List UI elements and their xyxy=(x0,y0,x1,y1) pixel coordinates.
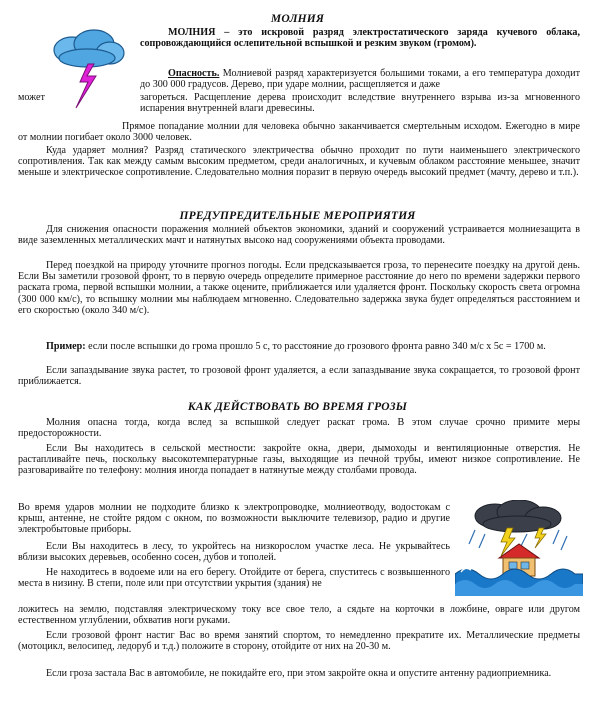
storm-p7: Если гроза застала Вас в автомобиле, не покидайте его, при этом закройте окна и опустите антенну радиоприемника. xyxy=(46,668,552,679)
danger-paragraph xyxy=(140,68,580,90)
danger-text: Молниевой разряд характеризуется большими токами, а его температура доходит до 300 000 градусов. Дерево, при ударе молнии, расщепляется и даже xyxy=(140,68,580,91)
definition-rest: – это искровой разряд электростатического заряда кучевого облака, сопровождающийся ослепительной вспышкой и резким звуком (громом). xyxy=(140,27,580,50)
preventive-p1: Для снижения опасности поражения молнией объектов экономики, зданий и сооружений устраивается молниезащита в виде заземленных металлических мачт и натянутых высоко над сооружениями объекта проводами. xyxy=(18,224,580,247)
definition-lead: МОЛНИЯ xyxy=(168,27,216,38)
danger-cont-left: может xyxy=(18,92,45,103)
storm-p6: Если грозовой фронт настиг Вас во время занятий спортом, то немедленно прекратите их. Металлические предметы (мотоцикл, велосипед, ледоруб и т.д.) положите в сторону, отойдите от них на 20-30 м. xyxy=(18,630,580,653)
danger-label: Опасность. xyxy=(168,68,220,79)
example-paragraph xyxy=(18,341,580,352)
storm-p5a: Не находитесь в водоеме или на его берегу. Отойдите от берега, спуститесь с возвышенного места в низину. В степи, поле или при отсутствии укрытия (здания) не xyxy=(18,567,450,590)
storm-p3: Во время ударов молнии не подходите близко к электропроводке, молниеотводу, водостокам с крыш, антенне, не стойте рядом с окном, по возможности выключите телевизор, радио и другие электробытовые приборы. xyxy=(18,502,450,536)
title-during-storm: КАК ДЕЙСТВОВАТЬ ВО ВРЕМЯ ГРОЗЫ xyxy=(187,401,408,413)
definition-paragraph xyxy=(140,27,580,49)
storm-p5b: ложитесь на землю, подставляя электрическому току все свое тело, а сядьте на корточки в ложбине, овраге или другом естественном углублении, обхватив ноги руками. xyxy=(18,604,580,627)
title-lightning: МОЛНИЯ xyxy=(270,13,325,25)
storm-house-icon xyxy=(455,500,583,596)
storm-p1: Молния опасна тогда, когда вслед за вспышкой следует раскат грома. В этом случае срочно примите меры предосторожности. xyxy=(18,417,580,440)
storm-p4: Если Вы находитесь в лесу, то укройтесь на низкорослом участке леса. Не укрывайтесь вблизи высоких деревьев, особенно сосен, дубов и тополей. xyxy=(18,541,450,564)
storm-p2: Если Вы находитесь в сельской местности: закройте окна, двери, дымоходы и вентиляционные отверстия. Не растапливайте печь, поскольку высокотемпературные газы, выходящие из печной трубы, имеют низкое сопротивление. Не разговаривайте по телефону: молния иногда попадает в натянутые между столбами провода. xyxy=(18,443,580,477)
preventive-p2: Перед поездкой на природу уточните прогноз погоды. Если предсказывается гроза, то перенесите поездку на другой день. Если Вы заметили грозовой фронт, то в первую очередь определите примерное расстояние до него по времени задержки первого раската грома, первой вспышки молнии, а также оцените, приближается или удаляется фронт. Поскольку скорость света огромна (300 000 км/с), то вспышку молнии мы наблюдаем мгновенно. Следовательно задержка звука будет определяться расстоянием и его скоростью (около 340 м/с). xyxy=(18,260,580,316)
example-text: если после вспышки до грома прошло 5 с, то расстояние до грозового фронта равно 340 м/с х 5с = 1700 м. xyxy=(85,341,546,352)
title-preventive-measures: ПРЕДУПРЕДИТЕЛЬНЫЕ МЕРОПРИЯТИЯ xyxy=(179,210,416,222)
example-label: Пример: xyxy=(46,341,86,352)
danger-cont-right: загореться. Расщепление дерева происходит вследствие внутреннего взрыва из-за мгновенного испарения внутренней влаги древесины. xyxy=(140,92,580,115)
direct-hit-paragraph: Прямое попадание молнии для человека обычно заканчивается смертельным исходом. Ежегодно в мире от молнии погибает около 3000 человек. xyxy=(18,121,580,144)
preventive-p3: Если запаздывание звука растет, то грозовой фронт удаляется, а если запаздывание звука сокращается, то грозовой фронт приближается. xyxy=(18,365,580,388)
where-strikes-paragraph: Куда ударяет молния? Разряд статического электричества обычно проходит по пути наименьшего электрического сопротивления. Так как между самым высоким предметом, среди аналогичных, и кучевым облаком расстояние меньшее, значит меньше и электрическое сопротивление. Следовательно молния поразит в первую очередь высокий предмет (мачту, дерево и т.п.). xyxy=(18,145,580,179)
